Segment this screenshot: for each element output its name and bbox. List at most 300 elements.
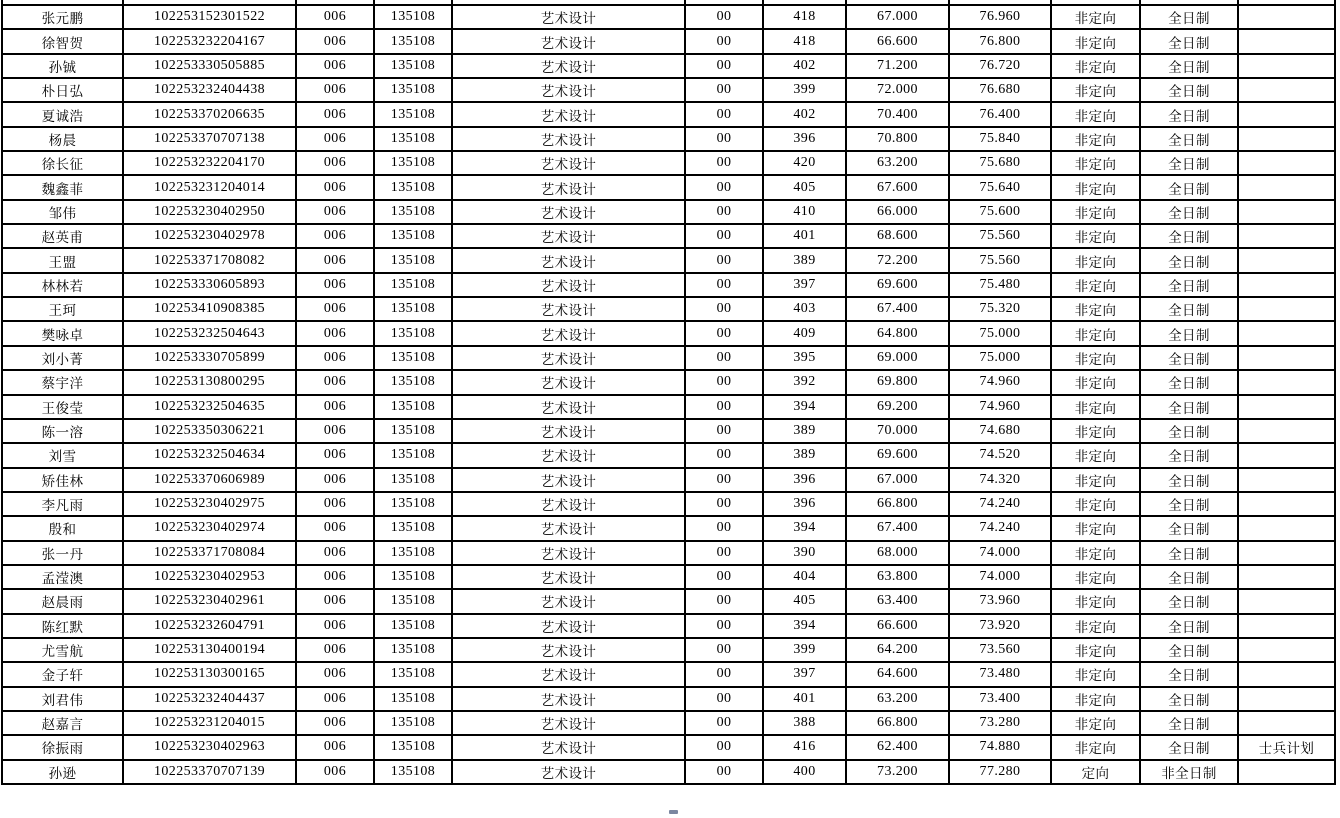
cell-direction-code: 00 xyxy=(685,224,763,248)
cell-dept-code: 006 xyxy=(296,175,374,199)
table-row xyxy=(2,468,1335,492)
cell-name: 孙逊 xyxy=(2,760,123,784)
cell-study-mode: 全日制 xyxy=(1140,200,1238,224)
cell-direction-code: 00 xyxy=(685,541,763,565)
cell-total-score: 389 xyxy=(763,419,846,443)
table-row xyxy=(2,29,1335,53)
cell-direction-code: 00 xyxy=(685,443,763,467)
cell-candidate-id: 102253232504635 xyxy=(123,395,296,419)
cell-major-code: 135108 xyxy=(374,151,452,175)
cell-total-score: 394 xyxy=(763,516,846,540)
cell-candidate-id: 102253371708084 xyxy=(123,541,296,565)
cell-study-orientation: 非定向 xyxy=(1051,370,1140,394)
table-row xyxy=(2,419,1335,443)
cell-remark xyxy=(1238,760,1335,784)
cell-major-name: 艺术设计 xyxy=(452,760,685,784)
cell-major-code: 135108 xyxy=(374,321,452,345)
cell-candidate-id: 102253370606989 xyxy=(123,468,296,492)
cell-name: 陈红默 xyxy=(2,614,123,638)
cell-dept-code: 006 xyxy=(296,541,374,565)
cell-direction-code: 00 xyxy=(685,54,763,78)
cell-major-name: 艺术设计 xyxy=(452,29,685,53)
cell-direction-code: 00 xyxy=(685,370,763,394)
cell-total-score: 392 xyxy=(763,370,846,394)
cell-study-mode: 全日制 xyxy=(1140,468,1238,492)
cell-total-score: 416 xyxy=(763,735,846,759)
cell-major-code: 135108 xyxy=(374,760,452,784)
cell-study-mode: 全日制 xyxy=(1140,321,1238,345)
cell-candidate-id: 102253232504643 xyxy=(123,321,296,345)
table-row xyxy=(2,321,1335,345)
cell-score-3: 75.680 xyxy=(949,151,1051,175)
cell-dept-code: 006 xyxy=(296,200,374,224)
cell-remark xyxy=(1238,395,1335,419)
table-row xyxy=(2,735,1335,759)
cell-study-mode: 全日制 xyxy=(1140,54,1238,78)
cell-major-name: 艺术设计 xyxy=(452,273,685,297)
cell-score-3: 74.960 xyxy=(949,370,1051,394)
cell-study-orientation: 非定向 xyxy=(1051,735,1140,759)
cell-candidate-id: 102253130400194 xyxy=(123,638,296,662)
cell-candidate-id: 102253371708082 xyxy=(123,248,296,272)
cell-name: 李凡雨 xyxy=(2,492,123,516)
cell-direction-code: 00 xyxy=(685,102,763,126)
cell-score-2: 63.800 xyxy=(846,565,949,589)
cell-name: 刘雪 xyxy=(2,443,123,467)
cell-dept-code: 006 xyxy=(296,614,374,638)
cell-major-code: 135108 xyxy=(374,273,452,297)
table-row xyxy=(2,370,1335,394)
cell-score-2: 66.600 xyxy=(846,614,949,638)
cell-study-mode: 全日制 xyxy=(1140,102,1238,126)
cell-dept-code: 006 xyxy=(296,516,374,540)
table-row xyxy=(2,248,1335,272)
cell-study-orientation: 非定向 xyxy=(1051,175,1140,199)
cell-dept-code: 006 xyxy=(296,248,374,272)
cell-score-2: 67.400 xyxy=(846,516,949,540)
cell-major-name: 艺术设计 xyxy=(452,516,685,540)
cell-score-3: 74.960 xyxy=(949,395,1051,419)
cell-major-code: 135108 xyxy=(374,492,452,516)
cell-score-3: 74.000 xyxy=(949,565,1051,589)
cell-study-mode: 全日制 xyxy=(1140,5,1238,29)
cell-name: 张一丹 xyxy=(2,541,123,565)
cell-major-code: 135108 xyxy=(374,687,452,711)
cell-study-mode: 全日制 xyxy=(1140,175,1238,199)
cell-study-orientation: 非定向 xyxy=(1051,638,1140,662)
cell-total-score: 395 xyxy=(763,346,846,370)
cell-score-3: 75.600 xyxy=(949,200,1051,224)
cell-candidate-id: 102253130800295 xyxy=(123,370,296,394)
cell-major-name: 艺术设计 xyxy=(452,565,685,589)
cell-score-2: 67.000 xyxy=(846,468,949,492)
cell-candidate-id: 102253230402974 xyxy=(123,516,296,540)
cell-study-mode: 全日制 xyxy=(1140,151,1238,175)
cell-total-score: 401 xyxy=(763,224,846,248)
cell-score-2: 69.600 xyxy=(846,443,949,467)
cell-major-name: 艺术设计 xyxy=(452,127,685,151)
cell-score-2: 64.600 xyxy=(846,662,949,686)
cell-study-orientation: 非定向 xyxy=(1051,687,1140,711)
cell-dept-code: 006 xyxy=(296,224,374,248)
table-row xyxy=(2,127,1335,151)
cell-direction-code: 00 xyxy=(685,5,763,29)
table-row xyxy=(2,346,1335,370)
cell-name: 王盟 xyxy=(2,248,123,272)
cell-remark xyxy=(1238,516,1335,540)
cell-name: 尤雪航 xyxy=(2,638,123,662)
cell-candidate-id: 102253230402953 xyxy=(123,565,296,589)
cell-study-orientation: 非定向 xyxy=(1051,711,1140,735)
cell-candidate-id: 102253230402978 xyxy=(123,224,296,248)
table-row xyxy=(2,443,1335,467)
cell-total-score: 396 xyxy=(763,127,846,151)
cell-score-2: 66.000 xyxy=(846,200,949,224)
cell-study-orientation: 非定向 xyxy=(1051,297,1140,321)
cell-score-2: 69.800 xyxy=(846,370,949,394)
cell-score-2: 69.000 xyxy=(846,346,949,370)
cell-direction-code: 00 xyxy=(685,395,763,419)
cell-study-mode: 全日制 xyxy=(1140,78,1238,102)
cell-name: 矫佳林 xyxy=(2,468,123,492)
cell-score-3: 77.280 xyxy=(949,760,1051,784)
cell-major-name: 艺术设计 xyxy=(452,346,685,370)
cell-study-mode: 全日制 xyxy=(1140,127,1238,151)
table-row xyxy=(2,687,1335,711)
cell-study-orientation: 非定向 xyxy=(1051,224,1140,248)
table-row xyxy=(2,5,1335,29)
table-row xyxy=(2,151,1335,175)
cell-remark xyxy=(1238,492,1335,516)
cell-study-orientation: 非定向 xyxy=(1051,78,1140,102)
cell-remark xyxy=(1238,687,1335,711)
table-row xyxy=(2,273,1335,297)
cell-candidate-id: 102253330605893 xyxy=(123,273,296,297)
cell-major-name: 艺术设计 xyxy=(452,687,685,711)
cell-major-code: 135108 xyxy=(374,735,452,759)
cell-study-orientation: 非定向 xyxy=(1051,102,1140,126)
cell-candidate-id: 102253232404438 xyxy=(123,78,296,102)
admission-table-body xyxy=(2,5,1335,784)
cell-study-orientation: 非定向 xyxy=(1051,516,1140,540)
cell-total-score: 405 xyxy=(763,589,846,613)
cell-candidate-id: 102253330705899 xyxy=(123,346,296,370)
cell-dept-code: 006 xyxy=(296,370,374,394)
cell-total-score: 394 xyxy=(763,395,846,419)
cell-direction-code: 00 xyxy=(685,589,763,613)
cell-score-2: 69.600 xyxy=(846,273,949,297)
cell-major-code: 135108 xyxy=(374,711,452,735)
table-row xyxy=(2,54,1335,78)
cell-remark xyxy=(1238,78,1335,102)
table-row xyxy=(2,200,1335,224)
cell-remark xyxy=(1238,711,1335,735)
cell-direction-code: 00 xyxy=(685,321,763,345)
cell-score-3: 73.960 xyxy=(949,589,1051,613)
cell-study-mode: 全日制 xyxy=(1140,419,1238,443)
cell-major-name: 艺术设计 xyxy=(452,321,685,345)
cell-study-orientation: 非定向 xyxy=(1051,248,1140,272)
cell-candidate-id: 102253152301522 xyxy=(123,5,296,29)
cell-remark xyxy=(1238,589,1335,613)
cell-remark xyxy=(1238,565,1335,589)
cell-candidate-id: 102253232204170 xyxy=(123,151,296,175)
table-row xyxy=(2,102,1335,126)
cell-study-orientation: 非定向 xyxy=(1051,662,1140,686)
cell-total-score: 399 xyxy=(763,638,846,662)
cell-name: 樊咏卓 xyxy=(2,321,123,345)
cell-score-2: 67.000 xyxy=(846,5,949,29)
cell-direction-code: 00 xyxy=(685,468,763,492)
cell-name: 杨晨 xyxy=(2,127,123,151)
cell-study-orientation: 非定向 xyxy=(1051,29,1140,53)
cell-total-score: 402 xyxy=(763,54,846,78)
cell-candidate-id: 102253370206635 xyxy=(123,102,296,126)
cell-score-3: 73.280 xyxy=(949,711,1051,735)
cell-score-3: 74.680 xyxy=(949,419,1051,443)
cell-remark xyxy=(1238,248,1335,272)
table-row xyxy=(2,711,1335,735)
cell-direction-code: 00 xyxy=(685,297,763,321)
cell-score-3: 73.920 xyxy=(949,614,1051,638)
cell-total-score: 394 xyxy=(763,614,846,638)
cell-score-2: 63.200 xyxy=(846,687,949,711)
cell-remark xyxy=(1238,102,1335,126)
cell-score-3: 75.560 xyxy=(949,224,1051,248)
table-row xyxy=(2,638,1335,662)
cell-total-score: 399 xyxy=(763,78,846,102)
cell-dept-code: 006 xyxy=(296,54,374,78)
cell-score-3: 74.320 xyxy=(949,468,1051,492)
cell-name: 林林若 xyxy=(2,273,123,297)
cell-dept-code: 006 xyxy=(296,760,374,784)
cell-name: 赵晨雨 xyxy=(2,589,123,613)
cell-direction-code: 00 xyxy=(685,151,763,175)
cell-direction-code: 00 xyxy=(685,248,763,272)
cell-study-orientation: 非定向 xyxy=(1051,395,1140,419)
cell-remark xyxy=(1238,273,1335,297)
cell-remark xyxy=(1238,175,1335,199)
cell-name: 邹伟 xyxy=(2,200,123,224)
table-row xyxy=(2,760,1335,784)
cell-major-code: 135108 xyxy=(374,541,452,565)
cell-remark xyxy=(1238,321,1335,345)
cell-major-name: 艺术设计 xyxy=(452,54,685,78)
cell-remark xyxy=(1238,638,1335,662)
cell-candidate-id: 102253232504634 xyxy=(123,443,296,467)
cell-candidate-id: 102253232604791 xyxy=(123,614,296,638)
cell-major-name: 艺术设计 xyxy=(452,419,685,443)
cell-score-3: 76.680 xyxy=(949,78,1051,102)
cell-study-orientation: 非定向 xyxy=(1051,346,1140,370)
cell-candidate-id: 102253370707138 xyxy=(123,127,296,151)
cell-major-name: 艺术设计 xyxy=(452,370,685,394)
cell-dept-code: 006 xyxy=(296,346,374,370)
cell-score-2: 70.000 xyxy=(846,419,949,443)
cell-dept-code: 006 xyxy=(296,78,374,102)
cell-major-code: 135108 xyxy=(374,419,452,443)
cell-score-2: 70.400 xyxy=(846,102,949,126)
cell-candidate-id: 102253350306221 xyxy=(123,419,296,443)
cell-name: 夏诚浩 xyxy=(2,102,123,126)
cell-study-mode: 全日制 xyxy=(1140,297,1238,321)
cell-direction-code: 00 xyxy=(685,492,763,516)
cell-name: 王珂 xyxy=(2,297,123,321)
cell-major-name: 艺术设计 xyxy=(452,297,685,321)
cell-remark xyxy=(1238,614,1335,638)
cell-score-2: 72.000 xyxy=(846,78,949,102)
cell-study-mode: 全日制 xyxy=(1140,346,1238,370)
cell-score-3: 74.000 xyxy=(949,541,1051,565)
cell-candidate-id: 102253232204167 xyxy=(123,29,296,53)
cell-total-score: 405 xyxy=(763,175,846,199)
cell-score-3: 75.560 xyxy=(949,248,1051,272)
cell-score-3: 74.240 xyxy=(949,516,1051,540)
cell-name: 孙铖 xyxy=(2,54,123,78)
cell-remark xyxy=(1238,29,1335,53)
cell-total-score: 402 xyxy=(763,102,846,126)
cell-total-score: 410 xyxy=(763,200,846,224)
cell-total-score: 397 xyxy=(763,273,846,297)
cell-total-score: 404 xyxy=(763,565,846,589)
cell-remark xyxy=(1238,5,1335,29)
cell-major-code: 135108 xyxy=(374,370,452,394)
cell-score-3: 74.240 xyxy=(949,492,1051,516)
cell-direction-code: 00 xyxy=(685,516,763,540)
cell-dept-code: 006 xyxy=(296,419,374,443)
cell-dept-code: 006 xyxy=(296,321,374,345)
cell-total-score: 389 xyxy=(763,248,846,272)
cell-name: 徐长征 xyxy=(2,151,123,175)
cell-dept-code: 006 xyxy=(296,468,374,492)
cell-score-3: 75.320 xyxy=(949,297,1051,321)
cell-dept-code: 006 xyxy=(296,687,374,711)
cell-study-mode: 全日制 xyxy=(1140,248,1238,272)
cell-dept-code: 006 xyxy=(296,5,374,29)
cell-total-score: 409 xyxy=(763,321,846,345)
cell-candidate-id: 102253330505885 xyxy=(123,54,296,78)
cell-candidate-id: 102253230402975 xyxy=(123,492,296,516)
cell-score-2: 63.200 xyxy=(846,151,949,175)
cell-study-mode: 全日制 xyxy=(1140,565,1238,589)
cell-score-3: 76.400 xyxy=(949,102,1051,126)
cell-remark xyxy=(1238,224,1335,248)
cell-study-orientation: 非定向 xyxy=(1051,321,1140,345)
cell-dept-code: 006 xyxy=(296,151,374,175)
cell-name: 刘小菁 xyxy=(2,346,123,370)
cell-dept-code: 006 xyxy=(296,127,374,151)
cell-score-2: 64.200 xyxy=(846,638,949,662)
cell-major-name: 艺术设计 xyxy=(452,638,685,662)
cell-major-name: 艺术设计 xyxy=(452,589,685,613)
cell-study-mode: 全日制 xyxy=(1140,589,1238,613)
cell-total-score: 420 xyxy=(763,151,846,175)
cell-score-2: 64.800 xyxy=(846,321,949,345)
cell-name: 朴日弘 xyxy=(2,78,123,102)
cell-major-code: 135108 xyxy=(374,200,452,224)
cell-major-name: 艺术设计 xyxy=(452,468,685,492)
cell-major-code: 135108 xyxy=(374,297,452,321)
cell-study-orientation: 非定向 xyxy=(1051,151,1140,175)
cell-score-2: 63.400 xyxy=(846,589,949,613)
cell-study-orientation: 定向 xyxy=(1051,760,1140,784)
cell-direction-code: 00 xyxy=(685,638,763,662)
cell-major-code: 135108 xyxy=(374,248,452,272)
cell-name: 陈一溶 xyxy=(2,419,123,443)
cell-score-2: 67.400 xyxy=(846,297,949,321)
cell-name: 蔡宇洋 xyxy=(2,370,123,394)
cell-major-name: 艺术设计 xyxy=(452,175,685,199)
cell-score-2: 73.200 xyxy=(846,760,949,784)
table-row xyxy=(2,78,1335,102)
cell-candidate-id: 102253232404437 xyxy=(123,687,296,711)
cell-total-score: 403 xyxy=(763,297,846,321)
cell-study-mode: 非全日制 xyxy=(1140,760,1238,784)
cell-study-orientation: 非定向 xyxy=(1051,468,1140,492)
cell-dept-code: 006 xyxy=(296,711,374,735)
cell-major-name: 艺术设计 xyxy=(452,711,685,735)
cell-study-mode: 全日制 xyxy=(1140,395,1238,419)
cell-score-3: 76.960 xyxy=(949,5,1051,29)
cell-candidate-id: 102253370707139 xyxy=(123,760,296,784)
cell-direction-code: 00 xyxy=(685,346,763,370)
cell-name: 徐振雨 xyxy=(2,735,123,759)
cell-score-2: 70.800 xyxy=(846,127,949,151)
cell-study-mode: 全日制 xyxy=(1140,711,1238,735)
cell-direction-code: 00 xyxy=(685,565,763,589)
cell-direction-code: 00 xyxy=(685,687,763,711)
table-row xyxy=(2,395,1335,419)
cell-dept-code: 006 xyxy=(296,589,374,613)
cell-major-name: 艺术设计 xyxy=(452,102,685,126)
cell-dept-code: 006 xyxy=(296,443,374,467)
cell-name: 刘君伟 xyxy=(2,687,123,711)
cell-study-orientation: 非定向 xyxy=(1051,614,1140,638)
cell-remark xyxy=(1238,662,1335,686)
cell-name: 徐智贺 xyxy=(2,29,123,53)
cell-study-mode: 全日制 xyxy=(1140,541,1238,565)
cell-score-2: 68.600 xyxy=(846,224,949,248)
cell-study-orientation: 非定向 xyxy=(1051,273,1140,297)
table-row xyxy=(2,614,1335,638)
cell-candidate-id: 102253410908385 xyxy=(123,297,296,321)
cell-direction-code: 00 xyxy=(685,760,763,784)
cell-major-code: 135108 xyxy=(374,54,452,78)
cell-total-score: 396 xyxy=(763,468,846,492)
cell-major-name: 艺术设计 xyxy=(452,614,685,638)
cell-dept-code: 006 xyxy=(296,662,374,686)
cell-score-2: 69.200 xyxy=(846,395,949,419)
cell-candidate-id: 102253130300165 xyxy=(123,662,296,686)
cell-major-code: 135108 xyxy=(374,175,452,199)
table-row xyxy=(2,224,1335,248)
cell-major-code: 135108 xyxy=(374,346,452,370)
cell-major-name: 艺术设计 xyxy=(452,5,685,29)
cell-study-mode: 全日制 xyxy=(1140,516,1238,540)
cell-score-3: 76.800 xyxy=(949,29,1051,53)
cell-study-orientation: 非定向 xyxy=(1051,541,1140,565)
cell-score-3: 75.640 xyxy=(949,175,1051,199)
cell-remark xyxy=(1238,200,1335,224)
cell-score-2: 71.200 xyxy=(846,54,949,78)
cell-candidate-id: 102253230402950 xyxy=(123,200,296,224)
cell-name: 孟滢澳 xyxy=(2,565,123,589)
cell-major-name: 艺术设计 xyxy=(452,248,685,272)
cell-major-name: 艺术设计 xyxy=(452,443,685,467)
cell-remark xyxy=(1238,346,1335,370)
cell-major-code: 135108 xyxy=(374,589,452,613)
cell-major-name: 艺术设计 xyxy=(452,541,685,565)
